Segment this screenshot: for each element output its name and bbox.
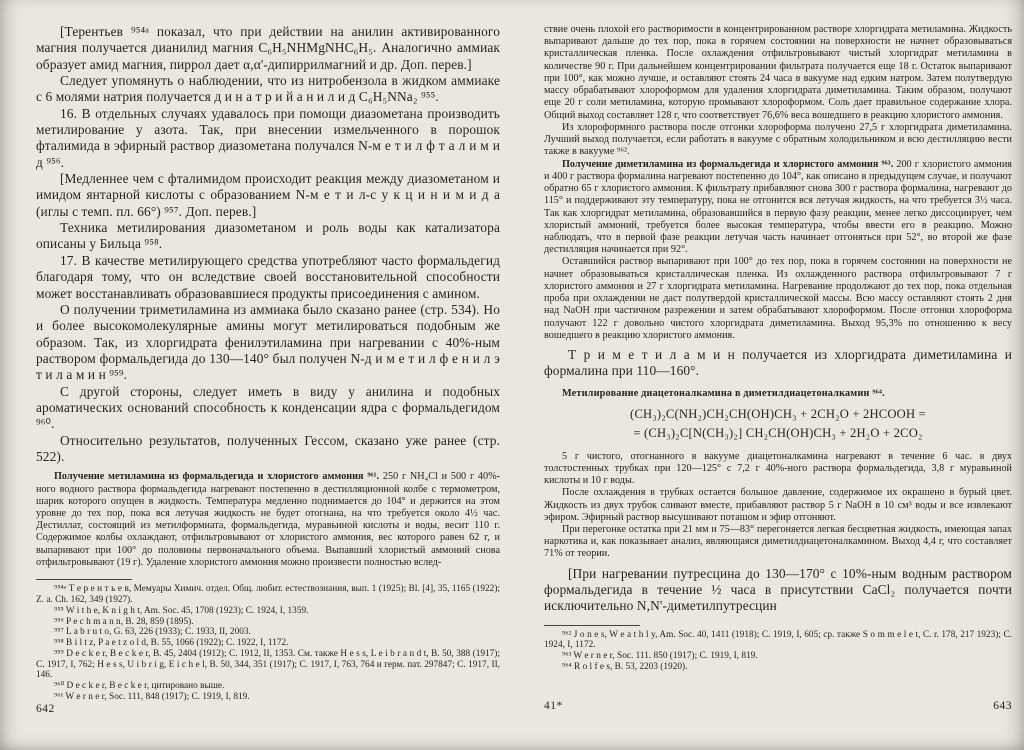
chemical-equation <box>544 405 1012 443</box>
procedure-title: Получение диметиламина из формальдегида и хлористого аммония ⁹⁶³. <box>562 158 894 170</box>
paragraph: 5 г чистого, отогнанного в вакууме диацетоналкамина нагревают в течение 6 час. в двух толстостенных трубках при 120—125° с 7,2 г 40%-ного раствора формальдегида, 3,8 г муравьиной кислоты и 10 г воды. <box>544 450 1012 487</box>
footnote-divider <box>544 625 640 626</box>
paragraph: Следует упомянуть о наблюдении, что из нитробензола в жидком аммиаке с 6 молями натрия получается д и н а т р и й а н и л и д C₆H₅NNa₂ ⁹⁵⁵. <box>36 73 500 105</box>
footnote: ⁹⁶⁰ D e c k e r, B e c k e r, цитировано выше. <box>54 681 225 692</box>
methylation-heading: Метилирование диацетоналкамина в диметилдиацетоналкамин ⁹⁶⁴. <box>562 387 885 399</box>
procedure-title: Получение метиламина из формальдегида и хлористого аммония ⁹⁶¹. <box>54 471 380 483</box>
equation-line-2: = (CH₃)₂C[N(CH₃)₂] CH₂CH(OH)CH₃ + 2H₂O + 2CO₂ <box>633 425 923 440</box>
paragraph: Относительно результатов, полученных Гессом, сказано уже ранее (стр. 522). <box>36 432 500 464</box>
footnote: ⁹⁵⁸ B i l t z, P a e t z o l d, B. 55, 1066 (1922); C. 1922, I, 1172. <box>54 638 289 649</box>
equation-line-1: (CH₃)₂C(NH₂)CH₂CH(OH)CH₃ + 2CH₂O + 2HCOOH = <box>630 406 926 421</box>
footnote: ⁹⁶¹ W e r n e r, Soc. 111, 848 (1917); C. 1919, I, 819. <box>54 691 250 702</box>
page-footer <box>36 703 500 750</box>
footnote: ⁹⁶² J o n e s, W e a t h l y, Am. Soc. 40, 1411 (1918); C. 1919, I, 605; ср. также S o m m e l e t, C. r. 178, 217 1923); C. 1924, I, 1172. <box>544 629 1012 651</box>
paragraph: Из хлороформного раствора после отгонки хлороформа получено 27,5 г хлоргидрата диметиламина. Лучший выход получается, если работать в вакууме с обратным холодильником и всю дестилляцию вести также в вакууме ⁹⁶². <box>544 121 1012 158</box>
footnote: ⁹⁶³ W e r n e r, Soc. 111. 850 (1917); C. 1919, I, 819. <box>562 651 758 662</box>
paragraph: С другой стороны, следует иметь в виду у анилина и подобных ароматических оснований способность к конденсации ядра с формальдегидом ⁹⁶⁰. <box>36 383 500 432</box>
page-left <box>36 0 500 750</box>
paragraph: О получении триметиламина из аммиака было сказано ранее (стр. 534). Но и более высокомолекулярные амины могут метилироваться подобным же образом. Так, из хлоргидрата фенилэтиламина при нагревании с 40%-ным раствором формальдегида до 130—140° был получен N-д и м е т и л ф е н и л э т и л а м и н ⁹⁵⁹. <box>36 301 500 383</box>
footnote-divider <box>36 579 132 580</box>
procedure-paragraph <box>544 159 1012 257</box>
page-right <box>544 0 1012 750</box>
page-number: 642 <box>36 702 55 715</box>
paragraph: [Медленнее чем с фталимидом происходит реакция между диазометаном и имидом янтарной кислоты с образованием N-м е т и л-с у к ц и н и м и д а (иглы с темп. пл. 66°) ⁹⁵⁷. Доп. перев.] <box>36 171 500 219</box>
page-number: 643 <box>993 700 1012 712</box>
footnote: ⁹⁵⁹ D e c k e r, B e c k e r, B. 45, 2404 (1912); C. 1912, II, 1353. См. также H e s s, L e i b r a n d t, B. 50, 388 (1917); C. 1917, I, 762; H e s s, U i b r i g, E i c h e l, B. 50, 344, 351 (1917); C. 1917, I, 763, 764 и герм. пат. 297847; C. 1917, II, 146. <box>36 648 500 681</box>
signature-mark: 41* <box>544 700 563 712</box>
page-footer <box>544 700 1012 750</box>
procedure-text: 200 г хлористого аммония и 400 г раствора формалина нагревают постепенно до 104°, как описано в предыдущем случае, и получают обратно 65 г хлористого аммония. К фильтрату прибавляют снова 300 г раствора формалина, нагревают до 115° и поддерживают эту температуру, пока не отгонится вся летучая жидкость, на что требуется 3½ часа. Так как хлоргидрат метиламина, образовавшийся в первую фазу реакции, менее легко диссоциирует, чем хлористый аммоний, требуется более высокая температура, чтобы ввести его в реакцию. Можно наблюдать, что в первой фазе реакции летучая часть начинает отгоняться при 52°, во второй же фазе дестилляция начинается при 92°. <box>544 158 1012 256</box>
footnote: ⁹⁶⁴ R o l f e s, B. 53, 2203 (1920). <box>562 662 688 673</box>
paragraph: Оставшийся раствор выпаривают при 100° до тех пор, пока в горячем состоянии на поверхности не начнет образовываться кристаллическая пленка. Из охлажденного раствора отфильтровывают 7 г хлористого аммония и 27 г хлоргидрата метиламина. Нагревание продолжают до тех пор, пока отдельная проба при охлаждении не даст полутвердой кристаллической массы. Всю массу оставляют стоять 2 дня над NaOH при частичном разрежении и затем обрабатывают хлороформом. После отгонки хлороформа получают 122 г довольно чистого хлоргидрата диметиламина. Выход 95,3% по отношению к весу вошедшего в реакцию хлористого аммония. <box>544 256 1012 341</box>
paragraph: Техника метилирования диазометаном и роль воды как катализатора описаны у Бильца ⁹⁵⁸. <box>36 220 500 252</box>
putrescine-paragraph: [При нагревании путресцина до 130—170° с 10%-ным водным раствором формальдегида в течение ½ часа в присутствии CaCl₂ получается почти исключительно N,N'-диметилпутресцин <box>544 565 1012 614</box>
footnote: ⁹⁵⁵ W i t h e, K n i g h t, Am. Soc. 45, 1708 (1923); C. 1924, I, 1359. <box>54 605 309 616</box>
paragraph: При перегонке остатка при 21 мм и 75—83° перегоняется легкая бесцветная жидкость, имеющая запах наркотика и, как показывает анализ, являющаяся диметилдиацетоналкамином. Выход 4,4 г, что составляет 71% от теории. <box>544 523 1012 560</box>
procedure-paragraph <box>36 471 500 569</box>
paragraph: 16. В отдельных случаях удавалось при помощи диазометана производить метилирование у азота. Так, при внесении измельченного в порошок фталимида в эфирный раствор диазометана получался N-м е т и л ф т а л и м и д ⁹⁵⁶. <box>36 105 500 170</box>
footnote: ⁹⁵⁶ P e c h m a n n, B. 28, 859 (1895). <box>54 616 194 627</box>
paragraph: ствие очень плохой его растворимости в концентрированном растворе хлоргидрата метиламина. Жидкость выпаривают дальше до тех пор, пока в горячем состоянии на поверхности не начнет образовываться кристаллическая пленка. После охлаждения отфильтровывают чистый хлоргидрат метиламина в количестве 90 г. При дальнейшем концентрировании фильтрата получается еще 18 г. Остаток выпаривают при 100°, как можно лучше, и оставляют стоять 24 часа в вакууме над едким натром. Затем полутвердую массу обрабатывают хлороформом для удаления хлоргидрата диметиламина. Таким образом, получают еще 20 г соли метиламина, которую промывают хлороформом. Соль дает правильное содержание хлора. Общий выход составляет 128 г, что соответствует 76,6% веса вошедшего в реакцию хлористого аммония. <box>544 24 1012 121</box>
procedure-text: 250 г NH₄Cl и 500 г 40%-ного водного раствора формальдегида нагревают постепенно в дестилляционной колбе с термометром, шарик которого опущен в жидкость. Температура медленно поднимается до 104° и держится на этом уровне до тех пор, пока вся летучая жидкость не будет отогнана, на что требуется около 4½ час. Дестиллат, состоящий из метилформиата, формальдегида, муравьиной кислоты и воды, весит 110 г. Содержимое колбы охлаждают, отфильтровывают от хлористого аммония, вес которого равен 62 г, и выпаривают при 100° до половины первоначального объема. Выпавший хлористый аммоний снова отфильтровывают (19 г). Удаление хлористого аммония можно произвести полностью вслед- <box>36 471 500 568</box>
footnote: ⁹⁵⁷ L a b r u t o, G. 63, 226 (1933); C. 1933, II, 2003. <box>54 627 251 638</box>
paragraph: [Терентьев ⁹⁵⁴ᵃ показал, что при действии на анилин активированного магния получается дианилид магния C₆H₅NHMgNHC₆H₅. Аналогично аммиак образует амид магния, пиррол дает α,α'-дипиррилмагний и др. Доп. перев.] <box>36 24 500 72</box>
paragraph: 17. В качестве метилирующего средства употребляют часто формальдегид благодаря тому, что он вследствие своей восстановительной способности может восстанавливать образовавшиеся продукты присоединения с амином. <box>36 252 500 301</box>
footnote: ⁹⁵⁴ᵃ Т е р е н т ь е в, Мемуары Химич. отдел. Общ. любит. естествознания, вып. 1 (1925); Bl. [4], 35, 1165 (1922); Z. a. Ch. 162, 349 (1927). <box>36 584 500 605</box>
paragraph: После охлаждения в трубках остается большое давление, содержимое их окрашено в бурый цвет. Жидкость из двух трубок сливают вместе, прибавляют раствор 5 г NaOH в 10 см³ воды и все извлекают эфиром. Эфирный раствор высушивают поташом и эфир отгоняют. <box>544 487 1012 523</box>
trimethylamine-paragraph: Т р и м е т и л а м и н получается из хлоргидрата диметиламина и формалина при 110—160°. <box>544 347 1012 379</box>
